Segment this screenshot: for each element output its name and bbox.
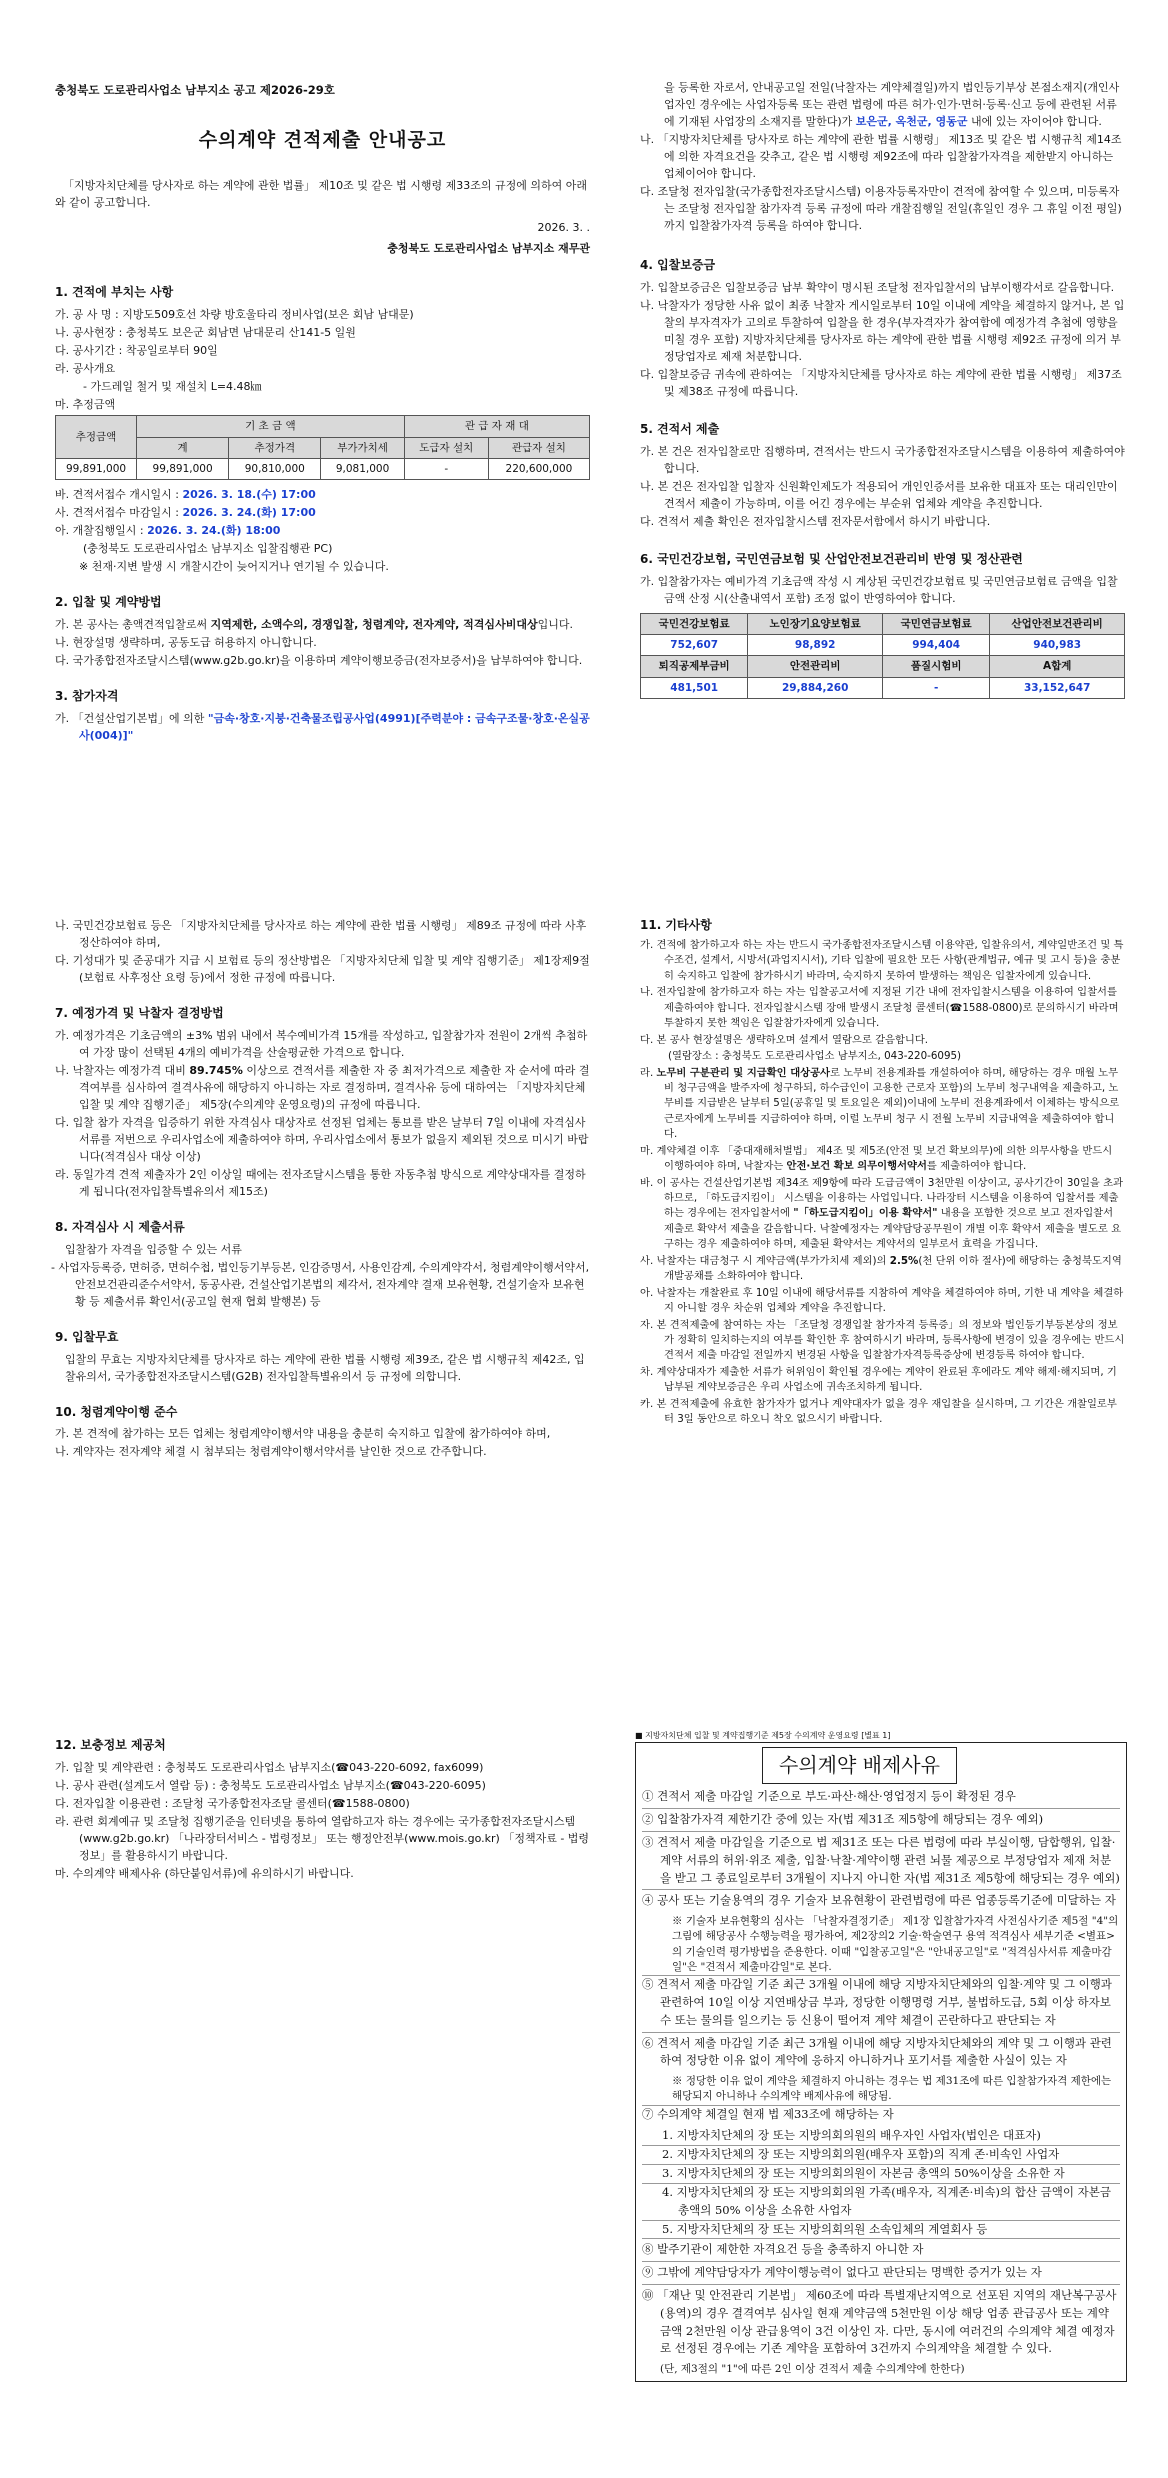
s11-f-tail: 내용을 포함한 것으로 보고 전자입찰서 제출로 확약서 제출을 갈음합니다. 낙찰예정자는 계약담당공무원이 개별 이후 확약서 제출을 별도로 요구하는 경우 제출하여야 하며, 제출된 확약서는 계약서의 일부로서 효력을 가집니다. <box>664 1207 1122 1251</box>
s4-c: 다. 입찰보증금 귀속에 관하여는 「지방자치단체를 당사자로 하는 계약에 관한 법률 시행령」 제37조 및 제38조 규정에 따릅니다. <box>640 368 1122 399</box>
s11-e <box>640 1144 1125 1175</box>
section-7-heading: 7. 예정가격 및 낙찰자 결정방법 <box>55 1006 224 1021</box>
reasons-box <box>635 1742 1127 2382</box>
s12-b: 나. 공사 관련(설계도서 열람 등) : 충청북도 도로관리사업소 남부지소(☎043-220-6095) <box>55 1778 486 1792</box>
opening-time-label: 아. 개찰집행일시 : <box>55 524 148 538</box>
notice-intro: 「지방자치단체를 당사자로 하는 계약에 관한 법률」 제10조 및 같은 법 시행령 제33조의 규정에 의하여 아래와 같이 공고합니다. <box>55 179 587 210</box>
notice-page-1 <box>0 0 1168 880</box>
s6-a: 가. 입찰참가자는 예비가격 기초금액 작성 시 계상된 국민건강보험료 및 국민연금보험료 금액을 입찰금액 산정 시(산출내역서 포함) 조정 없이 반영하여야 합니다. <box>640 574 1118 605</box>
s3-qualification-c: 다. 조달청 전자입찰(국가종합전자조달시스템) 이용자등록자만이 견적에 참여할 수 있으며, 미등록자는 조달청 전자입찰 참가자격 등록 규정에 따라 개찰집행일 전일(휴일인 경우 그 휴일 이전 평일)까지 입찰참가자격 등록을 하여야 합니다. <box>640 185 1122 233</box>
s4-a: 가. 입찰보증금은 입찰보증금 납부 확약이 명시된 조달청 전자입찰서의 납부이행각서로 갈음합니다. <box>640 281 1115 295</box>
insurance-value: 994,404 <box>882 635 989 656</box>
s5-a: 가. 본 건은 전자입찰로만 집행하며, 견적서는 반드시 국가종합전자조달시스템을 이용하여 제출하여야 합니다. <box>640 444 1125 475</box>
budget-header-vat: 부가가치세 <box>321 437 404 458</box>
s7-a: 가. 예정가격은 기초금액의 ±3% 범위 내에서 복수예비가격 15개를 작성하고, 입찰참가자 전원이 2개씩 추첨하여 가장 많이 선택된 4개의 예비가격을 산술평균한 가격으로 합니다. <box>55 1028 588 1059</box>
reason-item: ⑦ 수의계약 체결일 현재 법 제33조에 해당하는 자 <box>642 2106 894 2121</box>
s2-system: 다. 국가종합전자조달시스템(www.g2b.go.kr)을 이용하며 계약이행보증금(전자보증서)을 납부하여야 합니다. <box>55 654 583 668</box>
budget-table <box>55 415 590 480</box>
reason-subitem: 2. 지방자치단체의 장 또는 지방의회의원(배우자 포함)의 직계 존·비속인 사업자 <box>642 2146 1120 2165</box>
reason-subitem: 1. 지방자치단체의 장 또는 지방의회의원의 배우자인 사업자(법인은 대표자) <box>642 2127 1120 2146</box>
section-11-heading: 11. 기타사항 <box>640 918 712 932</box>
notice-title: 수의계약 견적제출 안내공고 <box>198 128 447 151</box>
s11-g-rate: 2.5% <box>889 1254 919 1267</box>
section-12-heading: 12. 보충정보 제공처 <box>55 1738 166 1752</box>
s4-b: 나. 낙찰자가 정당한 사유 없이 최종 낙찰자 게시일로부터 10일 이내에 계약을 체결하지 않거나, 본 입찰의 부자격자가 고의로 투찰하여 입찰을 한 경우(부자격자가 참여함에 예정가격 추첨에 영향을 미칠 경우 포함) 지방자치단체를 당사자로 하는 계약에 관한 법률 시행령 제92조 규정에 의거 부정당업자로 제재 처분합니다. <box>640 299 1125 364</box>
insurance-header: 노인장기요양보험료 <box>748 613 883 634</box>
insurance-value: 33,152,647 <box>990 677 1125 698</box>
page3-left-column <box>55 1736 590 1883</box>
notice-page-3 <box>0 1700 1168 2478</box>
reason-item: ⑥ 견적서 제출 마감일 기준 최근 3개월 이내에 해당 지방자치단체와의 계약 및 그 이행과 관련하여 정당한 이유 없이 계약에 응하지 아니하거나 포기서를 제출한 사실이 있는 자 <box>642 2035 1112 2068</box>
insurance-table <box>640 613 1125 699</box>
reason-item: ⑧ 발주기관이 제한한 자격요건 등을 충족하지 아니한 자 <box>642 2241 1120 2262</box>
s11-d <box>640 1066 1125 1143</box>
open-time-label: 바. 견적서접수 개시일시 : <box>55 488 183 502</box>
reasons-caption: ■ 지방자치단체 입찰 및 계약집행기준 제5장 수의계약 운영요령 [별표 1] <box>635 1731 891 1740</box>
reason-item: ⑨ 그밖에 계약담당자가 계약이행능력이 없다고 판단되는 명백한 증거가 있는 자 <box>642 2264 1120 2285</box>
budget-header-price: 추정가격 <box>229 437 321 458</box>
section-4-heading: 4. 입찰보증금 <box>640 258 716 273</box>
reason-note: ※ 정당한 이유 없이 계약을 체결하지 아니하는 경우는 법 제31조에 따른 입찰참가자격 제한에는 해당되지 아니하나 수의계약 배제사유에 해당됨. <box>642 2074 1120 2105</box>
close-time-label: 사. 견적서접수 마감일시 : <box>55 506 183 520</box>
s3-qualification-a-cont <box>640 79 1125 130</box>
budget-header-supply: 관 급 자 재 대 <box>404 416 589 437</box>
notice-number: 충청북도 도로관리사업소 남부지소 공고 제2026-29호 <box>55 83 335 97</box>
notice-issuer: 충청북도 도로관리사업소 남부지소 재무관 <box>387 242 590 256</box>
s11-j: 차. 계약상대자가 제출한 서류가 허위임이 확인될 경우에는 계약이 완료된 후에라도 계약 해제·해지되며, 기납부된 계약보증금은 우리 사업소에 귀속조치하게 됩니다. <box>640 1365 1117 1394</box>
s1-opening-location: (충청북도 도로관리사업소 남부지소 입찰집행관 PC) <box>83 542 333 556</box>
s7-b-rate: 89.745% <box>189 1063 243 1077</box>
reason-subitem: 4. 지방자치단체의 장 또는 지방의회의원 가족(배우자, 직계존·비속)의 합산 금액이 자본금 총액의 50% 이상을 소유한 사업자 <box>642 2184 1120 2221</box>
s5-b: 나. 본 건은 전자입찰 입찰자 신원확인제도가 적용되어 개인인증서를 보유한 대표자 또는 대리인만이 견적서 제출이 가능하며, 이를 어긴 경우에는 부순위 업체와 계약을 추진합니다. <box>640 480 1118 511</box>
s7-d: 라. 동일가격 견적 제출자가 2인 이상일 때에는 전자조달시스템을 통한 자동추첨 방식으로 계약상대자를 결정하게 됩니다(전자입찰특별유의서 제15조) <box>55 1168 586 1199</box>
reason-subitem: 5. 지방자치단체의 장 또는 지방의회의원 소속입체의 계열회사 등 <box>642 2221 1120 2240</box>
s12-e: 마. 수의계약 배제사유 (하단붙임서류)에 유의하시기 바랍니다. <box>55 1866 354 1880</box>
reason-item: ⑩ 「재난 및 안전관리 기본법」 제60조에 따라 특별재난지역으로 선포된 지역의 재난복구공사(용역)의 경우 결격여부 심사일 현재 계약금액 5천만원 이상 해당 업종 관급공사 또는 계약금액 2천만원 이상 관급용역이 3건 이상인 자. 다만, 동시에 여러건의 수의계약 체결 예정자로 선정된 경우에는 기존 계약을 포함하여 3건까지 수의계약을 체결할 수 있다. <box>642 2287 1117 2356</box>
reason-item: ② 입찰참가자격 제한기간 중에 있는 자(법 제31조 제5항에 해당되는 경우 예외) <box>642 1811 1120 1832</box>
insurance-value: 98,892 <box>748 635 883 656</box>
s7-b-text: 나. 낙찰자는 예정가격 대비 <box>55 1063 190 1077</box>
s1-close-time <box>55 504 590 521</box>
s12-c: 다. 전자입찰 이용관련 : 조달청 국가종합전자조달 콜센터(☎1588-0800) <box>55 1796 410 1810</box>
insurance-value: 752,607 <box>641 635 748 656</box>
budget-header-estimate: 추정금액 <box>56 416 137 459</box>
s7-b-tail: 이상으로 견적서를 제출한 자 중 최저가격으로 제출한 자 순서에 따라 결격여부를 심사하여 결격사유에 해당하지 아니하는 자로 결정하며, 결격사유 등에 대하여는 「지방자치단체 입찰 및 계약 집행기준」 제5장(수의계약 운영요령)의 규정에 따릅니다. <box>79 1063 590 1111</box>
notice-page-2 <box>0 900 1168 1680</box>
s11-c-location: (열람장소 : 충청북도 도로관리사업소 남부지소, 043-220-6095) <box>668 1050 962 1063</box>
budget-header-total: 계 <box>137 437 229 458</box>
s3-a-cont-text: 을 등록한 자로서, 안내공고일 전일(낙찰자는 계약체결일)까지 법인등기부상 본점소재지(개인사업자인 경우에는 사업자등록 또는 관련 법령에 따른 허가·인가·면허·등록·신고 등에 관련된 서류에 기재된 사업장의 소재지를 말한다)가 <box>664 81 1120 129</box>
s11-e-text: 마. 계약체결 이후 「중대재해처벌법」 제4조 및 제5조(안전 및 보건 확보의무)에 의한 의무사항을 반드시 이행하여야 하며, 낙찰자는 <box>640 1144 1113 1173</box>
insurance-value: 481,501 <box>641 677 748 698</box>
section-10-heading: 10. 청렴계약이행 준수 <box>55 1404 178 1419</box>
s11-k: 카. 본 견적제출에 유효한 참가자가 없거나 계약대자가 없을 경우 재입찰을 실시하며, 그 기간은 개찰일로부터 3일 동안으로 하오니 착오 없으시기 바랍니다. <box>640 1397 1117 1426</box>
budget-cell: 99,891,000 <box>137 458 229 479</box>
reason-subitem: 3. 지방자치단체의 장 또는 지방의회의원이 자본금 총액의 50%이상을 소유한 자 <box>642 2165 1120 2184</box>
s8-intro: 입찰참가 자격을 입증할 수 있는 서류 <box>65 1242 242 1256</box>
budget-header-contractor: 도급자 설치 <box>404 437 488 458</box>
s10-a: 가. 본 견적에 참가하는 모든 업체는 청렴계약이행서약 내용을 충분히 숙지하고 입찰에 참가하여야 하며, <box>55 1427 551 1441</box>
s11-b: 나. 전자입찰에 참가하고자 하는 자는 입찰공고서에 지정된 기간 내에 전자입찰시스템을 이용하여 입찰서를 제출하여야 합니다. 전자입찰시스템 장애 발생시 조달청 콜센터(☎1588-0800)로 문의하시기 바라며 투찰하지 못한 책임은 입찰참가자에게 있습니다. <box>640 986 1119 1030</box>
reason-item: ④ 공사 또는 기술용역의 경우 기술자 보유현황이 관련법령에 따른 업종등록기준에 미달하는 자 <box>642 1893 1116 1908</box>
opening-time-value: 2026. 3. 24.(화) 18:00 <box>147 524 281 538</box>
page2-right-column <box>640 916 1125 1429</box>
budget-header-govt: 관급자 설치 <box>488 437 589 458</box>
s6-c: 다. 기성대가 및 준공대가 지급 시 보험료 등의 정산방법은 「지방자치단체 입찰 및 계약 집행기준」 제1장제9절(보험료 사후정산 요령 등)에서 정한 규정에 따릅니다. <box>55 954 590 985</box>
s12-a: 가. 입찰 및 계약관련 : 충청북도 도로관리사업소 남부지소(☎043-220-6092, fax6099) <box>55 1760 484 1774</box>
s11-a: 가. 견적에 참가하고자 하는 자는 반드시 국가종합전자조달시스템 이용약관, 입찰유의서, 계약일반조건 및 특수조건, 설계서, 시방서(과업지시서), 기타 입찰에 필요한 모든 사항(관계법규, 예규 및 고시 등)을 충분히 숙지하고 입찰에 참가하시기 바라며, 숙지하지 못하여 발생하는 책임은 입찰자에게 있습니다. <box>640 939 1124 982</box>
insurance-header: 퇴직공제부금비 <box>641 656 748 677</box>
s1-period: 다. 공사기간 : 착공일로부터 90일 <box>55 344 218 358</box>
s8-body: - 사업자등록증, 면허증, 면허수첩, 법인등기부등본, 인감증명서, 사용인감계, 수의계약각서, 청렴계약이행서약서, 안전보건관리준수서약서, 동공사관, 건설산업기본법의 제각서, 전자계약 결재 보유현황, 건설기술자 보유현황 등 제출서류 확인서(공고일 현재 협회 발행본) 등 <box>51 1260 590 1308</box>
section-2-heading: 2. 입찰 및 계약방법 <box>55 595 162 610</box>
s3-qualification-b: 나. 「지방자치단체를 당사자로 하는 계약에 관한 법률 시행령」 제13조 및 같은 법 시행규칙 제14조에 의한 자격요건을 갖추고, 같은 법 시행령 제92조에 따라 입찰참가자격을 제한받지 아니하는 업체이어야 합니다. <box>640 133 1122 181</box>
notice-date: 2026. 3. . <box>537 221 590 235</box>
s6-b: 나. 국민건강보험료 등은 「지방자치단체를 당사자로 하는 계약에 관한 법률 시행령」 제89조 규정에 따라 사후 정산하여야 하며, <box>55 919 587 950</box>
s3-a-text: 가. 「건설산업기본법」에 의한 <box>55 711 208 725</box>
budget-cell: 90,810,000 <box>229 458 321 479</box>
s1-site: 나. 공사현장 : 충청북도 보은군 회남면 남대문리 산141-5 일원 <box>55 326 356 340</box>
budget-header-base: 기 초 금 액 <box>137 416 405 437</box>
s11-g-tail: (천 단위 이하 절사)에 해당하는 충청북도지역개발공채를 소화하여야 합니다. <box>664 1254 1122 1283</box>
insurance-value: 29,884,260 <box>748 677 883 698</box>
s3-a-tail: 내에 있는 자이어야 합니다. <box>967 115 1102 129</box>
open-time-value: 2026. 3. 18.(수) 17:00 <box>182 488 316 502</box>
section-8-heading: 8. 자격심사 시 제출서류 <box>55 1220 185 1235</box>
s11-e-bold: 안전·보건 확보 의무이행서약서 <box>786 1160 927 1173</box>
s11-d-prefix: 라. <box>640 1066 657 1079</box>
reason-note: ※ 기술자 보유현황의 심사는 「낙찰자결정기준」 제1장 입찰참가자격 사전심사기준 제5절 "4"의 그림에 해당공사 수행능력을 평가하여, 제2장의2 기술·학술연구 용역 적격심사 세부기준 <별표>의 기술인력 평가방법을 준용한다. 이때 "입찰공고일"은 "안내공고일"로 "적격심사서류 제출마감일"은 "견적서 제출마감일"로 본다. <box>642 1914 1120 1976</box>
s2-method-tail: 입니다. <box>537 617 573 631</box>
s3-a-regions: 보은군, 옥천군, 영동군 <box>855 115 968 129</box>
s12-d: 라. 관련 회계예규 및 조달청 집행기준을 인터넷을 통하여 열람하고자 하는 경우에는 국가종합전자조달시스템(www.g2b.go.kr) 「나라장터서비스 - 법령정보」 또는 행정안전부(www.mois.go.kr) 「정책자료 - 법령정보」를 활용하시기 바랍니다. <box>55 1814 590 1862</box>
s10-b: 나. 계약자는 전자계약 체결 시 첨부되는 청렴계약이행서약서를 날인한 것으로 간주합니다. <box>55 1445 487 1459</box>
s11-g <box>640 1254 1125 1285</box>
insurance-value: 940,983 <box>990 635 1125 656</box>
reasons-title: 수의계약 배제사유 <box>762 1747 957 1784</box>
insurance-header: 국민건강보험료 <box>641 613 748 634</box>
page1-right-column <box>640 78 1125 699</box>
budget-cell: 99,891,000 <box>56 458 137 479</box>
s11-e-tail: 를 제출하여야 합니다. <box>926 1160 1027 1173</box>
s1-estimate-label: 마. 추정금액 <box>55 398 116 412</box>
s11-d-text: 로 노무비 전용계좌를 개설하여야 하며, 해당하는 경우 매월 노무비 청구금액을 발주자에 청구하되, 하수급인이 고용한 근로자 포함)의 노무비 청구내역을 제출하고, 노무비를 지급받은 날부터 5일(공휴일 및 토요일은 제외)이내에 노무비 전용계좌에서 이체하는 방식으로 근로자에게 노무비를 지급하여야 하며, 이럴 노무비 청구 시 전월 노무비 지급내역을 제출하여야 합니다. <box>664 1066 1120 1141</box>
s11-c: 다. 본 공사 현장설명은 생략하오며 설계서 열람으로 갈음합니다. <box>640 1033 929 1046</box>
s5-c: 다. 견적서 제출 확인은 전자입찰시스템 전자문서함에서 하시기 바랍니다. <box>640 515 991 529</box>
s11-g-text: 사. 낙찰자는 대금청구 시 계약금액(부가가치세 제외)의 <box>640 1254 890 1267</box>
s1-overview: 라. 공사개요 <box>55 362 116 376</box>
insurance-header: A합계 <box>990 656 1125 677</box>
s7-b <box>55 1062 590 1113</box>
s11-d-bold: 노무비 구분관리 및 지급확인 대상공사 <box>656 1066 830 1079</box>
s1-opening-time <box>55 522 590 539</box>
s3-qualification-a <box>55 710 590 744</box>
s1-overview-detail: - 가드레일 철거 및 재설치 L=4.48㎞ <box>83 380 262 394</box>
section-6-heading: 6. 국민건강보험, 국민연금보험 및 산업안전보건관리비 반영 및 정산관련 <box>640 552 1023 567</box>
s9-body: 입찰의 무효는 지방자치단체를 당사자로 하는 계약에 관한 법률 시행령 제39조, 같은 법 시행규칙 제42조, 입찰유의서, 국가종합전자조달시스템(G2B) 전자입찰특별유의서 등 규정에 의합니다. <box>65 1352 585 1383</box>
exclusion-reasons-panel <box>635 1730 1127 2382</box>
budget-cell: - <box>404 458 488 479</box>
s2-method <box>55 616 590 633</box>
s2-method-bold: 지역제한, 소액수의, 경쟁입찰, 청렴계약, 전자계약, 적격심사비대상 <box>210 617 538 631</box>
insurance-header: 안전관리비 <box>748 656 883 677</box>
section-5-heading: 5. 견적서 제출 <box>640 422 720 437</box>
insurance-value: - <box>882 677 989 698</box>
s11-h: 아. 낙찰자는 개찰완료 후 10일 이내에 해당서류를 지참하여 계약을 체결하여야 하며, 기한 내 계약을 체결하지 아니할 경우 차순위 업체와 계약을 추진합니다. <box>640 1286 1124 1315</box>
reason-note: (단, 제3절의 "1"에 따른 2인 이상 견적서 제출 수의계약에 한한다) <box>660 2363 965 2376</box>
budget-cell: 220,600,000 <box>488 458 589 479</box>
page2-left-column <box>51 916 590 1461</box>
page1-left-column <box>55 82 590 745</box>
section-9-heading: 9. 입찰무효 <box>55 1330 119 1345</box>
insurance-header: 산업안전보건관리비 <box>990 613 1125 634</box>
section-1-heading: 1. 견적에 부치는 사항 <box>55 285 174 300</box>
s1-project-name: 가. 공 사 명 : 지방도509호선 차량 방호울타리 정비사업(보은 회남 남대문) <box>55 308 414 322</box>
s11-f <box>640 1176 1125 1253</box>
s11-f-bold: "「하도급지킴이」이용 확약서" <box>793 1207 938 1220</box>
budget-cell: 9,081,000 <box>321 458 404 479</box>
s11-i: 자. 본 견적제출에 참여하는 자는 「조달청 경쟁입찰 참가자격 등록증」의 정보와 법인등기부등본상의 정보가 정확히 일치하는지의 여부를 확인한 후 참여하시기 바라며, 등록사항에 변경이 있을 경우에는 반드시 견적서 제출 마감일 전일까지 변경된 사항을 입찰참가자격등록증상에 변경등록 하여야 합니다. <box>640 1318 1125 1362</box>
close-time-value: 2026. 3. 24.(화) 17:00 <box>182 506 316 520</box>
insurance-header: 국민연금보험료 <box>882 613 989 634</box>
reason-item: ⑤ 견적서 제출 마감일 기준 최근 3개월 이내에 해당 지방자치단체와의 입찰·계약 및 그 이행과 관련하여 10일 이상 지연배상금 부과, 정당한 이행명령 거부, 불법하도급, 5회 이상 하자보수 또는 물의를 일으키는 등 신용이 떨어져 계약 체결이 곤란하다고 판단되는 자 <box>642 1976 1120 2032</box>
s3-a-license: "금속·창호·지붕·건축물조립공사업(4991)[주력분야 : 금속구조물·창호·온실공사(004)]" <box>79 711 590 742</box>
s1-delay-note: ※ 천재·지변 발생 시 개찰시간이 늦어지거나 연기될 수 있습니다. <box>79 560 389 574</box>
reason-item: ③ 견적서 제출 마감일을 기준으로 법 제31조 또는 다른 법령에 따라 부실이행, 담합행위, 입찰·계약 서류의 허위·위조 제출, 입찰·낙찰·계약이행 관련 뇌물 제공으로 부정당업자 제재 처분을 받고 그 종료일로부터 3개월이 지나지 아니한 자(법 제31조 제5항에 해당되는 경우 예외) <box>642 1834 1120 1890</box>
s2-site-briefing: 나. 현장설명 생략하며, 공동도급 허용하지 아니합니다. <box>55 635 317 649</box>
s7-c: 다. 입찰 참가 자격을 입증하기 위한 자격심사 대상자로 선정된 업체는 통보를 받은 날부터 7일 이내에 자격심사 서류를 저번으로 우리사업소에 제출하여야 하며, 우리사업소에서 통보가 없을지 제외된 것으로 미시기 바랍니다(적격심사 대상 이상) <box>55 1116 589 1164</box>
s11-f-text: 바. 이 공사는 건설산업기본법 제34조 제9항에 따라 도급금액이 3천만원 이상이고, 공사기간이 30일을 초과하므로, 「하도급지킴이」 시스템을 이용하는 사업입니다. 나라장터 시스템을 이용하여 입찰서를 제출하는 경우에는 전자입찰서에 <box>640 1176 1123 1220</box>
insurance-header: 품질시험비 <box>882 656 989 677</box>
s2-method-text: 가. 본 공사는 총액견적입찰로써 <box>55 617 211 631</box>
reason-item: ① 견적서 제출 마감일 기준으로 부도·파산·해산·영업정지 등이 확정된 경우 <box>642 1788 1120 1809</box>
section-3-heading: 3. 참가자격 <box>55 689 119 704</box>
s1-open-time <box>55 486 590 503</box>
